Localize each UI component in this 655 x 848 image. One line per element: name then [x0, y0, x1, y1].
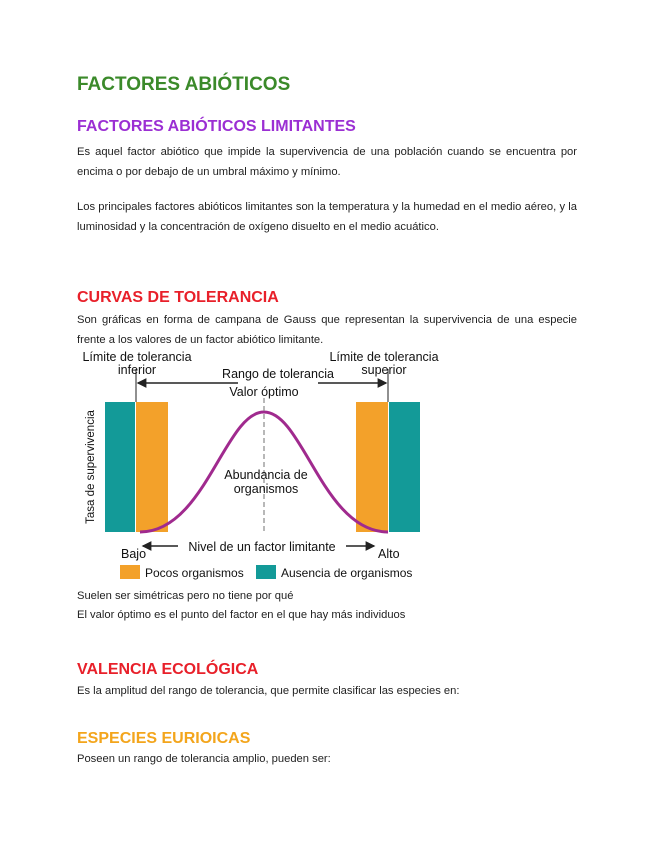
paragraph-limitantes-definition: Es aquel factor abiótico que impide la supervivencia de una población cuando se encuentra por encima o por debajo de un umbral máximo y mínimo.	[77, 146, 577, 178]
legend-few-label: Pocos organismos	[145, 566, 244, 580]
heading-eurioicas: ESPECIES EURIOICAS	[77, 730, 251, 747]
x-low-label: Bajo	[121, 547, 147, 561]
lower-limit-label-line2: inferior	[117, 363, 157, 377]
heading-valencia: VALENCIA ECOLÓGICA	[77, 661, 259, 678]
note-symmetry: Suelen ser simétricas pero no tiene por qué	[77, 590, 294, 602]
heading-limitantes: FACTORES ABIÓTICOS LIMITANTES	[77, 118, 356, 135]
legend-few-swatch	[120, 565, 140, 579]
x-high-label: Alto	[378, 547, 400, 561]
right-absence-bar	[389, 402, 420, 532]
paragraph-valencia: Es la amplitud del rango de tolerancia, que permite clasificar las especies en:	[77, 685, 460, 697]
paragraph-limitantes-examples: Los principales factores abióticos limitantes son la temperatura y la humedad en el medio aéreo, y la luminosidad y la concentración de oxígeno disuelto en el medio acuático.	[77, 201, 577, 233]
abundance-label-line1: Abundancia de	[224, 468, 308, 482]
x-axis-label: Nivel de un factor limitante	[188, 540, 336, 554]
abundance-label-line2: organismos	[233, 482, 299, 496]
page-title: FACTORES ABIÓTICOS	[77, 74, 291, 95]
left-few-bar	[136, 402, 168, 532]
right-few-bar	[356, 402, 388, 532]
upper-limit-label-line1: Límite de tolerancia	[329, 350, 439, 364]
legend-absent-label: Ausencia de organismos	[281, 566, 413, 580]
note-optimum: El valor óptimo es el punto del factor en el que hay más individuos	[77, 609, 406, 621]
paragraph-curvas-definition: Son gráficas en forma de campana de Gauss que representan la supervivencia de una especie frente a los valores de un factor abiótico limitante.	[77, 314, 577, 346]
optimum-label: Valor óptimo	[229, 385, 299, 399]
lower-limit-label-line1: Límite de tolerancia	[82, 350, 192, 364]
range-label: Rango de tolerancia	[222, 367, 334, 381]
heading-curvas: CURVAS DE TOLERANCIA	[77, 289, 279, 306]
legend-absent-swatch	[256, 565, 276, 579]
left-absence-bar	[105, 402, 135, 532]
y-axis-label: Tasa de supervivencia	[85, 410, 97, 524]
tolerance-curve-figure	[80, 347, 439, 585]
paragraph-eurioicas: Poseen un rango de tolerancia amplio, pueden ser:	[77, 753, 331, 765]
upper-limit-label-line2: superior	[361, 363, 407, 377]
